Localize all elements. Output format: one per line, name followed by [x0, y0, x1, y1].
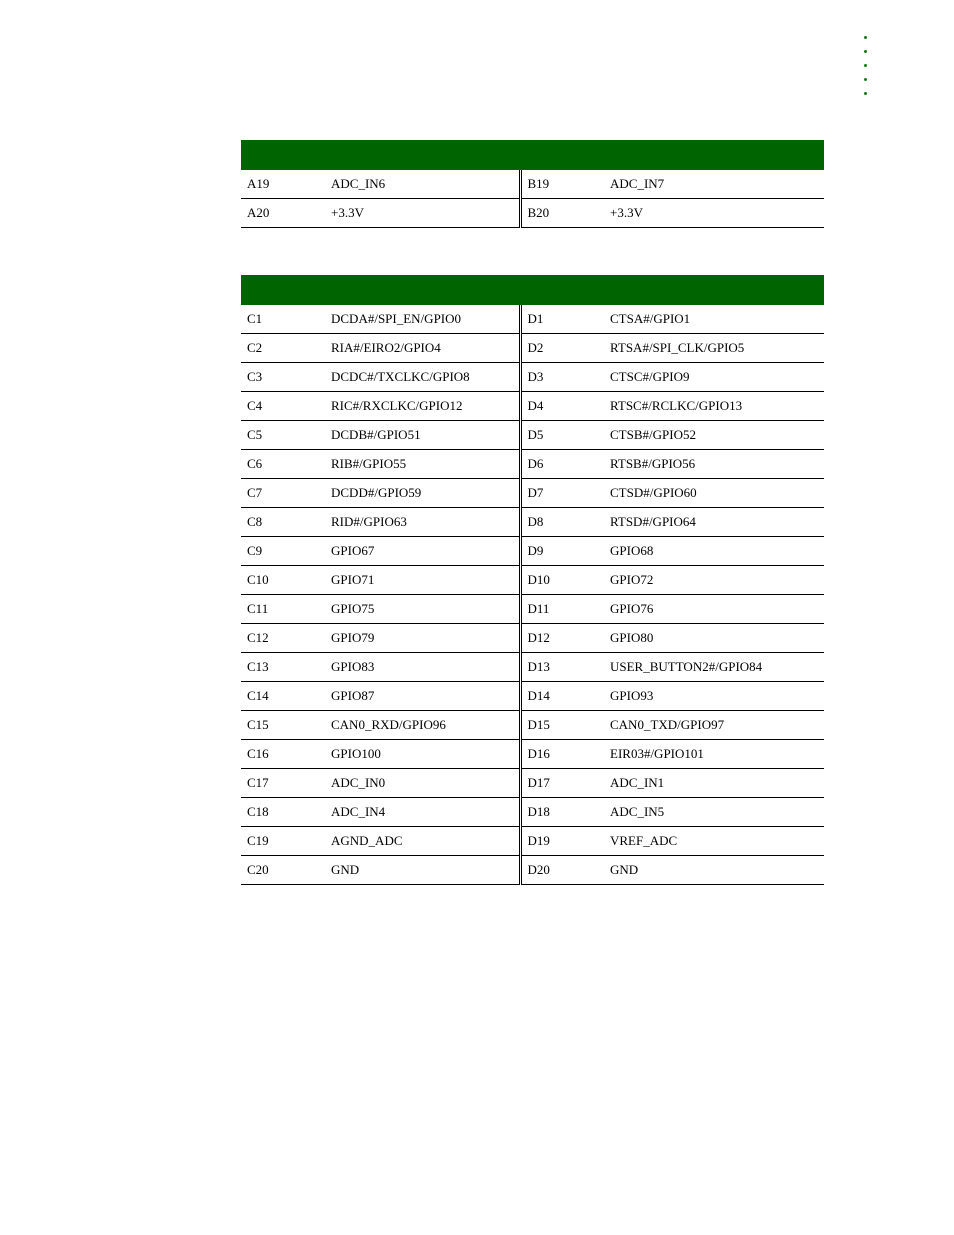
pin-number: D20	[520, 856, 604, 885]
table-row	[241, 566, 824, 595]
pin-number: B20	[520, 199, 604, 228]
table-row	[241, 624, 824, 653]
pin-number: C14	[241, 682, 325, 711]
pin-number: C19	[241, 827, 325, 856]
table-row	[241, 827, 824, 856]
pin-number: D3	[520, 363, 604, 392]
signal-name: GPIO100	[325, 740, 520, 769]
pin-number: D4	[520, 392, 604, 421]
signal-name: DCDD#/GPIO59	[325, 479, 520, 508]
pin-number: D17	[520, 769, 604, 798]
pin-number: D7	[520, 479, 604, 508]
signal-name: ADC_IN6	[325, 170, 520, 199]
pin-number: D11	[520, 595, 604, 624]
table-row	[241, 711, 824, 740]
pin-number: A19	[241, 170, 325, 199]
pin-number: D19	[520, 827, 604, 856]
pin-number: C13	[241, 653, 325, 682]
table-row	[241, 537, 824, 566]
pin-number: C17	[241, 769, 325, 798]
pin-number: C2	[241, 334, 325, 363]
signal-name: GPIO87	[325, 682, 520, 711]
pin-number: D12	[520, 624, 604, 653]
signal-name: RID#/GPIO63	[325, 508, 520, 537]
signal-name: +3.3V	[604, 199, 824, 228]
table-row	[241, 508, 824, 537]
pin-number: D5	[520, 421, 604, 450]
signal-name: DCDB#/GPIO51	[325, 421, 520, 450]
pin-number: B19	[520, 170, 604, 199]
pin-number: D8	[520, 508, 604, 537]
table-row	[241, 769, 824, 798]
table-row	[241, 856, 824, 885]
signal-name: GPIO68	[604, 537, 824, 566]
signal-name: GPIO79	[325, 624, 520, 653]
pin-number: D9	[520, 537, 604, 566]
pin-number: D16	[520, 740, 604, 769]
signal-name: GND	[325, 856, 520, 885]
signal-name: GPIO83	[325, 653, 520, 682]
pin-number: C11	[241, 595, 325, 624]
pin-number: D15	[520, 711, 604, 740]
signal-name: CTSC#/GPIO9	[604, 363, 824, 392]
table-row	[241, 305, 824, 334]
table-header-bar	[241, 140, 824, 170]
pin-number: C4	[241, 392, 325, 421]
signal-name: ADC_IN0	[325, 769, 520, 798]
dot	[864, 64, 867, 67]
signal-name: CTSD#/GPIO60	[604, 479, 824, 508]
pin-number: C3	[241, 363, 325, 392]
pin-table-ab	[241, 140, 824, 228]
signal-name: GPIO72	[604, 566, 824, 595]
signal-name: RTSC#/RCLKC/GPIO13	[604, 392, 824, 421]
table-row	[241, 682, 824, 711]
pin-number: D2	[520, 334, 604, 363]
pin-number: A20	[241, 199, 325, 228]
pin-number: D1	[520, 305, 604, 334]
pin-number: C10	[241, 566, 325, 595]
table-row	[241, 363, 824, 392]
table-row	[241, 421, 824, 450]
signal-name: RTSA#/SPI_CLK/GPIO5	[604, 334, 824, 363]
pin-number: D14	[520, 682, 604, 711]
table-row	[241, 798, 824, 827]
table-row	[241, 199, 824, 228]
pin-number: C9	[241, 537, 325, 566]
signal-name: RIA#/EIRO2/GPIO4	[325, 334, 520, 363]
signal-name: VREF_ADC	[604, 827, 824, 856]
margin-dots-decoration	[864, 36, 870, 106]
table-row	[241, 450, 824, 479]
signal-name: CAN0_RXD/GPIO96	[325, 711, 520, 740]
table-row	[241, 334, 824, 363]
pin-number: C5	[241, 421, 325, 450]
table-row	[241, 170, 824, 199]
table-row	[241, 740, 824, 769]
table-row	[241, 479, 824, 508]
signal-name: RIC#/RXCLKC/GPIO12	[325, 392, 520, 421]
signal-name: ADC_IN5	[604, 798, 824, 827]
signal-name: GND	[604, 856, 824, 885]
table-row	[241, 653, 824, 682]
signal-name: EIR03#/GPIO101	[604, 740, 824, 769]
signal-name: AGND_ADC	[325, 827, 520, 856]
signal-name: GPIO75	[325, 595, 520, 624]
pin-number: C8	[241, 508, 325, 537]
signal-name: GPIO93	[604, 682, 824, 711]
pin-number: C1	[241, 305, 325, 334]
pin-number: C18	[241, 798, 325, 827]
pin-number: C20	[241, 856, 325, 885]
pin-number: C6	[241, 450, 325, 479]
signal-name: RIB#/GPIO55	[325, 450, 520, 479]
pin-number: D13	[520, 653, 604, 682]
signal-name: +3.3V	[325, 199, 520, 228]
table-header-bar	[241, 275, 824, 305]
dot	[864, 78, 867, 81]
pin-number: C7	[241, 479, 325, 508]
pin-number: D6	[520, 450, 604, 479]
signal-name: USER_BUTTON2#/GPIO84	[604, 653, 824, 682]
signal-name: GPIO67	[325, 537, 520, 566]
signal-name: ADC_IN7	[604, 170, 824, 199]
table-row	[241, 595, 824, 624]
signal-name: GPIO76	[604, 595, 824, 624]
dot	[864, 50, 867, 53]
signal-name: CAN0_TXD/GPIO97	[604, 711, 824, 740]
pin-number: D10	[520, 566, 604, 595]
signal-name: DCDC#/TXCLKC/GPIO8	[325, 363, 520, 392]
signal-name: ADC_IN4	[325, 798, 520, 827]
dot	[864, 92, 867, 95]
signal-name: ADC_IN1	[604, 769, 824, 798]
pin-number: C16	[241, 740, 325, 769]
signal-name: GPIO71	[325, 566, 520, 595]
signal-name: GPIO80	[604, 624, 824, 653]
pin-number: C12	[241, 624, 325, 653]
pin-number: D18	[520, 798, 604, 827]
table-row	[241, 392, 824, 421]
pin-number: C15	[241, 711, 325, 740]
dot	[864, 36, 867, 39]
signal-name: CTSB#/GPIO52	[604, 421, 824, 450]
signal-name: CTSA#/GPIO1	[604, 305, 824, 334]
signal-name: RTSB#/GPIO56	[604, 450, 824, 479]
pin-table-cd	[241, 275, 824, 885]
signal-name: RTSD#/GPIO64	[604, 508, 824, 537]
signal-name: DCDA#/SPI_EN/GPIO0	[325, 305, 520, 334]
